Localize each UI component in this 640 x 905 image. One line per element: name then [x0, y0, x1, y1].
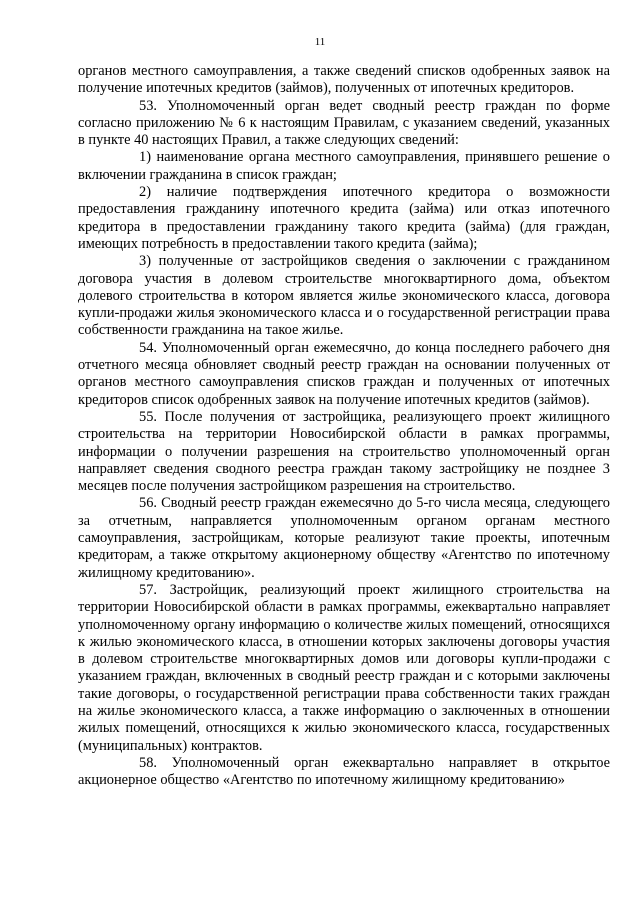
paragraph-53: 53. Уполномоченный орган ведет сводный реестр граждан по форме согласно приложению № 6 к настоящим Правилам, с указанием сведений, указанных в пункте 40 настоящих Правил, а также следующих сведений: — [78, 97, 610, 149]
paragraph-58: 58. Уполномоченный орган ежеквартально направляет в открытое акционерное общество «Агентство по ипотечному жилищному кредитованию» — [78, 754, 610, 789]
paragraph-53-item-1: 1) наименование органа местного самоуправления, принявшего решение о включении гражданина в список граждан; — [78, 149, 610, 183]
paragraph-54: 54. Уполномоченный орган ежемесячно, до конца последнего рабочего дня отчетного месяца обновляет сводный реестр граждан на основании полученных от органов местного самоуправления списков граждан и полученных от ипотечных кредиторов список одобренных заявок на получение ипотечных кредитов (займов). — [78, 339, 610, 408]
paragraph-53-item-2: 2) наличие подтверждения ипотечного кредитора о возможности предоставления гражданину ипотечного кредита (займа) или отказ ипотечного кредитора в предоставлении гражданину такого кредита (займа) (для граждан, имеющих потребность в предоставлении такого кредита (займа); — [78, 184, 610, 252]
document-body — [78, 63, 610, 789]
paragraph-55: 55. После получения от застройщика, реализующего проект жилищного строительства на территории Новосибирской области в рамках программы, информации о получении разрешения на строительство уполномоченный орган направляет сведения сводного реестра граждан такому застройщику не позднее 3 месяцев после получения застройщиком разрешения на строительство. — [78, 408, 610, 495]
page-number: 11 — [314, 36, 326, 48]
paragraph-53-item-3: 3) полученные от застройщиков сведения о заключении с гражданином договора участия в долевом строительстве многоквартирного дома, объектом долевого строительства в котором является жилье экономического класса, договора купли-продажи жилья экономического класса и о государственной регистрации права собственности гражданина на такое жилье. — [78, 253, 610, 339]
paragraph-56: 56. Сводный реестр граждан ежемесячно до 5-го числа месяца, следующего за отчетным, направляется уполномоченным органом органам местного самоуправления, застройщикам, которые реализуют такие проекты, ипотечным кредиторам, а также открытому акционерному обществу «Агентство по ипотечному жилищному кредитованию». — [78, 495, 610, 581]
paragraph-57: 57. Застройщик, реализующий проект жилищного строительства на территории Новосибирской области в рамках программы, ежеквартально направляет уполномоченному органу информацию о количестве жилых помещений, относящихся к жилью экономического класса, в отношении которых заключены договоры участия в долевом строительстве многоквартирных домов или договоры купли-продажи с указанием граждан, включенных в сводный реестр граждан и с которыми заключены такие договоры, о государственной регистрации права собственности таких граждан на жилье экономического класса, а также информацию о заключенных в отношении жилых помещений, относящихся к жилью экономического класса, государственных (муниципальных) контрактов. — [78, 581, 610, 754]
paragraph-continuation: органов местного самоуправления, а также сведений списков одобренных заявок на получение ипотечных кредитов (займов), полученных от ипотечных кредиторов. — [78, 63, 610, 97]
